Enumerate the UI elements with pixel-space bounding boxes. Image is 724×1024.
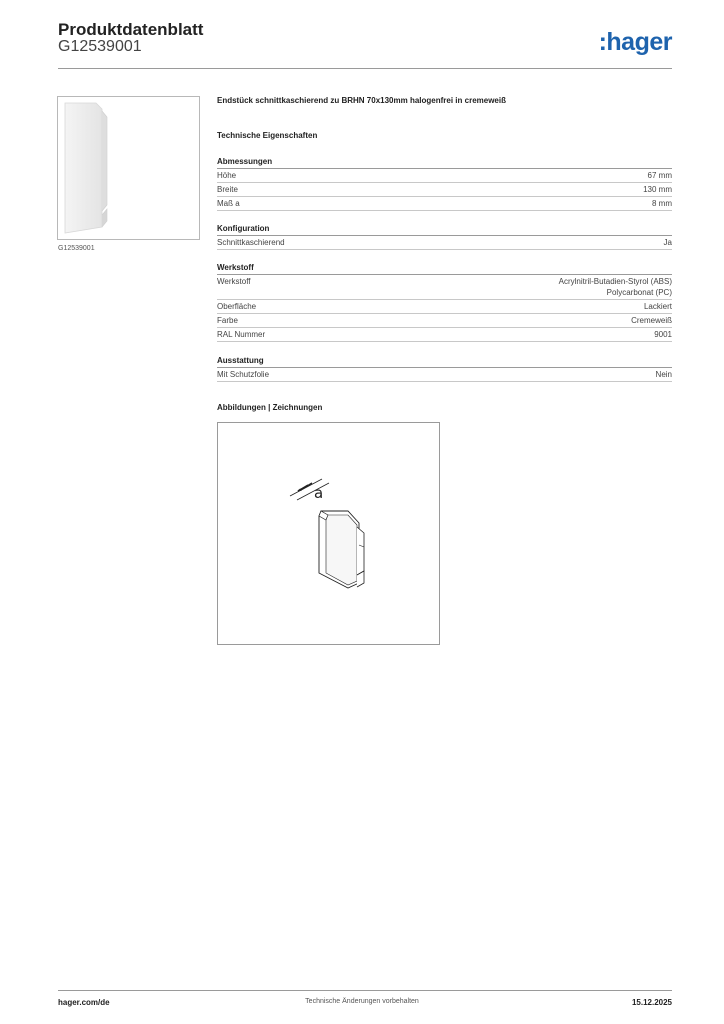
logo-text: hager — [606, 28, 672, 56]
technical-properties-heading: Technische Eigenschaften — [217, 131, 318, 140]
spec-value-line: Acrylnitril-Butadien-Styrol (ABS) — [558, 277, 672, 286]
section-title: Abmessungen — [217, 156, 672, 169]
product-thumbnail — [57, 96, 200, 240]
spec-value: Cremeweiß — [631, 316, 672, 325]
spec-value: 67 mm — [647, 171, 672, 180]
spec-value: 8 mm — [652, 199, 672, 208]
footer-website-link[interactable]: hager.com/de — [58, 998, 110, 1007]
spec-row — [217, 368, 672, 382]
spec-value-line: Polycarbonat (PC) — [606, 288, 672, 297]
spec-label: Maß a — [217, 199, 240, 208]
footer-divider — [58, 990, 672, 991]
spec-value: Ja — [663, 238, 672, 247]
spec-value: Nein — [655, 370, 672, 379]
header-divider — [58, 68, 672, 69]
dimension-label-a: a — [314, 484, 324, 502]
section-werkstoff — [217, 262, 672, 342]
section-abmessungen — [217, 156, 672, 211]
product-code: G12539001 — [58, 38, 142, 55]
spec-label: Mit Schutzfolie — [217, 370, 270, 379]
spec-label: Schnittkaschierend — [217, 238, 285, 247]
spec-label: Höhe — [217, 171, 237, 180]
spec-label: RAL Nummer — [217, 330, 266, 339]
spec-row — [217, 197, 672, 211]
thumbnail-caption: G12539001 — [58, 245, 95, 252]
footer-date: 15.12.2025 — [631, 998, 672, 1007]
page-title: Produktdatenblatt — [58, 20, 204, 39]
spec-label: Oberfläche — [217, 302, 257, 311]
spec-value — [559, 276, 672, 298]
hager-logo[interactable] — [599, 28, 672, 57]
spec-value: 9001 — [654, 330, 672, 339]
footer-disclaimer: Technische Änderungen vorbehalten — [305, 998, 419, 1005]
drawings-heading: Abbildungen | Zeichnungen — [217, 403, 323, 412]
spec-row — [217, 236, 672, 250]
technical-drawing — [217, 422, 440, 645]
spec-label: Breite — [217, 185, 238, 194]
spec-row — [217, 328, 672, 342]
section-title: Werkstoff — [217, 262, 672, 275]
spec-row — [217, 169, 672, 183]
spec-row — [217, 275, 672, 300]
section-ausstattung — [217, 355, 672, 382]
section-konfiguration — [217, 223, 672, 250]
section-title: Ausstattung — [217, 355, 672, 368]
spec-value: Lackiert — [643, 302, 672, 311]
end-cap-image — [58, 97, 199, 239]
logo-dot-icon: : — [598, 28, 607, 56]
spec-label: Farbe — [217, 316, 238, 325]
spec-row — [217, 300, 672, 314]
end-cap-drawing — [218, 423, 439, 644]
spec-row — [217, 314, 672, 328]
spec-row — [217, 183, 672, 197]
spec-label: Werkstoff — [217, 277, 251, 286]
section-title: Konfiguration — [217, 223, 672, 236]
spec-value: 130 mm — [643, 185, 672, 194]
product-description: Endstück schnittkaschierend zu BRHN 70x130mm halogenfrei in cremeweiß — [217, 96, 506, 105]
